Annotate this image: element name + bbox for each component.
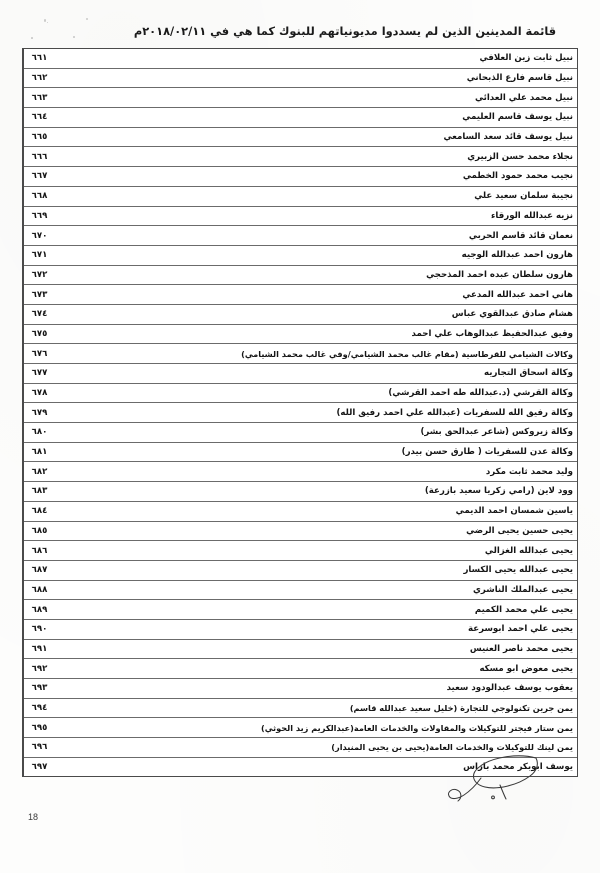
row-number-cell: ٦٨١ [24,442,56,462]
row-number-cell: ٦٩٧ [24,757,56,776]
table-row [24,619,578,639]
table-row [24,757,578,776]
debtor-name-cell: يوسف ابوبكر محمد باراس [55,757,577,776]
row-number-cell: ٦٧٧ [24,364,56,384]
row-number-cell: ٦٦٤ [24,108,56,128]
debtor-name-cell: وكالة زيروكس (شاعر عبدالحق بشر) [55,423,577,443]
debtor-name-cell: نزيه عبدالله الورقاء [55,206,577,226]
row-number-cell: ٦٧٣ [24,285,56,305]
table-row [24,324,578,344]
debtor-name-cell: نبيل ثابت زين العلافي [479,53,573,64]
debtor-name-cell: وكالة رفيق الله للسفريات (عبدالله علي احمد رفيق الله) [55,403,577,423]
scan-speck [86,18,88,20]
debtor-name-cell: يحيى معوض ابو مسكه [55,659,577,679]
row-number-cell: ٦٧٦ [24,344,56,364]
row-number-cell: ٦٩٣ [24,679,56,699]
table-row [24,600,578,620]
debtor-name-cell: يحيى عبدالملك الناشري [55,580,577,600]
row-number-cell: ٦٦٧ [24,167,56,187]
row-number-cell: ٦٧٨ [24,383,56,403]
table-row [24,304,578,324]
debtors-table [23,49,577,776]
row-number-cell: ٦٧٢ [24,265,56,285]
debtor-name-cell: يحيى محمد ناصر العنيس [55,639,577,659]
row-number-cell: ٦٦٣ [24,88,56,108]
table-row [24,265,578,285]
table-row [24,108,578,128]
page-number: 18 [28,812,39,822]
table-row [24,226,578,246]
debtor-name-cell: نبيل يوسف قائد سعد السامعي [55,127,577,147]
table-row [24,147,578,167]
debtor-name-cell: يمن ستار فيجتر للتوكيلات والمقاولات والخدمات العامة(عبدالكريم زيد الحوثي) [55,718,577,738]
table-row [24,560,578,580]
table-row [24,423,578,443]
table-row [24,679,578,699]
table-row [24,580,578,600]
scan-speck [31,37,33,39]
table-row [24,206,578,226]
row-number-cell: ٦٦١ [24,49,56,68]
table-row [24,383,578,403]
row-number-cell: ٦٧٠ [24,226,56,246]
scan-speck [44,19,46,22]
row-number-cell: ٦٨٩ [24,600,56,620]
table-row [24,521,578,541]
row-number-cell: ٦٩٤ [24,698,56,718]
table-row [24,49,578,68]
debtor-name-cell: وود لاين (رامي زكريا سعيد بازرعة) [55,482,577,502]
scan-speck [47,22,48,23]
debtor-name-cell: وليد محمد ثابت مكرد [55,462,577,482]
debtor-name-cell: نبيل قاسم فارع الذبحاني [55,68,577,88]
debtor-name-cell: يحيى علي احمد ابوسرعة [55,619,577,639]
debtor-name-cell: يحيى حسين يحيى الرضي [55,521,577,541]
table-row [24,344,578,364]
table-row [24,541,578,561]
table-row [24,167,578,187]
debtor-name-cell: وكالة القرشي (د.عبدالله طه احمد القرشي) [55,383,577,403]
row-number-cell: ٦٩٦ [24,738,56,758]
row-number-cell: ٦٨٢ [24,462,56,482]
row-number-cell: ٦٧٥ [24,324,56,344]
debtor-name-cell: وفيق عبدالحفيظ عبدالوهاب علي احمد [55,324,577,344]
table-row [24,186,578,206]
row-number-cell: ٦٨٠ [24,423,56,443]
debtor-name-cell: يمن جرين تكنولوجي للتجارة (خليل سعيد عبدالله قاسم) [55,698,577,718]
row-number-cell: ٦٦٥ [24,127,56,147]
row-number-cell: ٦٦٨ [24,186,56,206]
row-number-cell: ٦٦٢ [24,68,56,88]
table-row [24,245,578,265]
table-row [24,698,578,718]
row-number-cell: ٦٩٢ [24,659,56,679]
row-number-cell: ٦٨٦ [24,541,56,561]
row-number-cell: ٦٦٦ [24,147,56,167]
debtor-name-cell: يحيى عبدالله الغزالي [55,541,577,561]
table-row [24,68,578,88]
debtor-name-cell: يعقوب يوسف عبدالودود سعيد [55,679,577,699]
row-number-cell: ٦٧٩ [24,403,56,423]
table-row [24,403,578,423]
scan-speck [73,36,75,38]
debtor-name-cell: وكالة اسحاق التجاريه [55,364,577,384]
debtor-name-cell: ياسين شمسان احمد الديمي [55,501,577,521]
debtor-name-cell: نجلاء محمد حسن الزبيري [55,147,577,167]
row-number-cell: ٦٨٨ [24,580,56,600]
row-number-cell: ٦٨٥ [24,521,56,541]
debtor-name-cell: نبيل محمد علي العدائي [55,88,577,108]
debtor-name-cell: وكالة عدن للسفريات ( طارق حسن بيدر) [55,442,577,462]
row-number-cell: ٦٦٩ [24,206,56,226]
table-row [24,482,578,502]
debtor-name-cell: نعمان قائد قاسم الحربي [55,226,577,246]
table-row [24,88,578,108]
row-number-cell: ٦٩٥ [24,718,56,738]
debtor-name-cell: هاني احمد عبدالله المدعي [55,285,577,305]
table-row [24,718,578,738]
row-number-cell: ٦٧٤ [24,304,56,324]
row-number-cell: ٦٨٣ [24,482,56,502]
debtor-name-cell: هارون سلطان عبده احمد المذحجي [55,265,577,285]
debtors-table-container [22,48,578,777]
debtors-table-body [24,49,578,776]
debtor-name-cell: هشام صادق عبدالقوي عباس [55,304,577,324]
table-row [24,364,578,384]
page-title: قائمة المدينين الذين لم يسددوا مديونياتهم للبنوك كما هي في ٢٠١٨/٠٢/١١م [133,24,557,38]
table-row [24,501,578,521]
debtor-name-cell: يحيى عبدالله يحيى الكسار [55,560,577,580]
row-number-cell: ٦٩١ [24,639,56,659]
row-number-cell: ٦٩٠ [24,619,56,639]
debtor-name-cell: هارون احمد عبدالله الوجيه [55,245,577,265]
table-row [24,462,578,482]
debtor-name-cell: نجيب محمد حمود الخطمي [55,167,577,187]
table-row [24,442,578,462]
row-number-cell: ٦٨٤ [24,501,56,521]
debtor-name-cell: نجيبة سلمان سعيد علي [55,186,577,206]
debtor-name-cell: يمن لينك للتوكيلات والخدمات العامة(يحيى بن يحيى المنيدار) [55,738,577,758]
row-number-cell: ٦٧١ [24,245,56,265]
table-row [24,738,578,758]
debtor-name-cell: وكالات الشيامي للقرطاسية (مقام غالب محمد الشيامي/وفي غالب محمد الشيامي) [55,344,577,364]
table-row [24,659,578,679]
debtor-name-cell: يحيى علي محمد الكميم [55,600,577,620]
table-row [24,639,578,659]
table-row [24,127,578,147]
debtor-name-cell: نبيل يوسف قاسم العليمي [55,108,577,128]
row-number-cell: ٦٨٧ [24,560,56,580]
table-row [24,285,578,305]
